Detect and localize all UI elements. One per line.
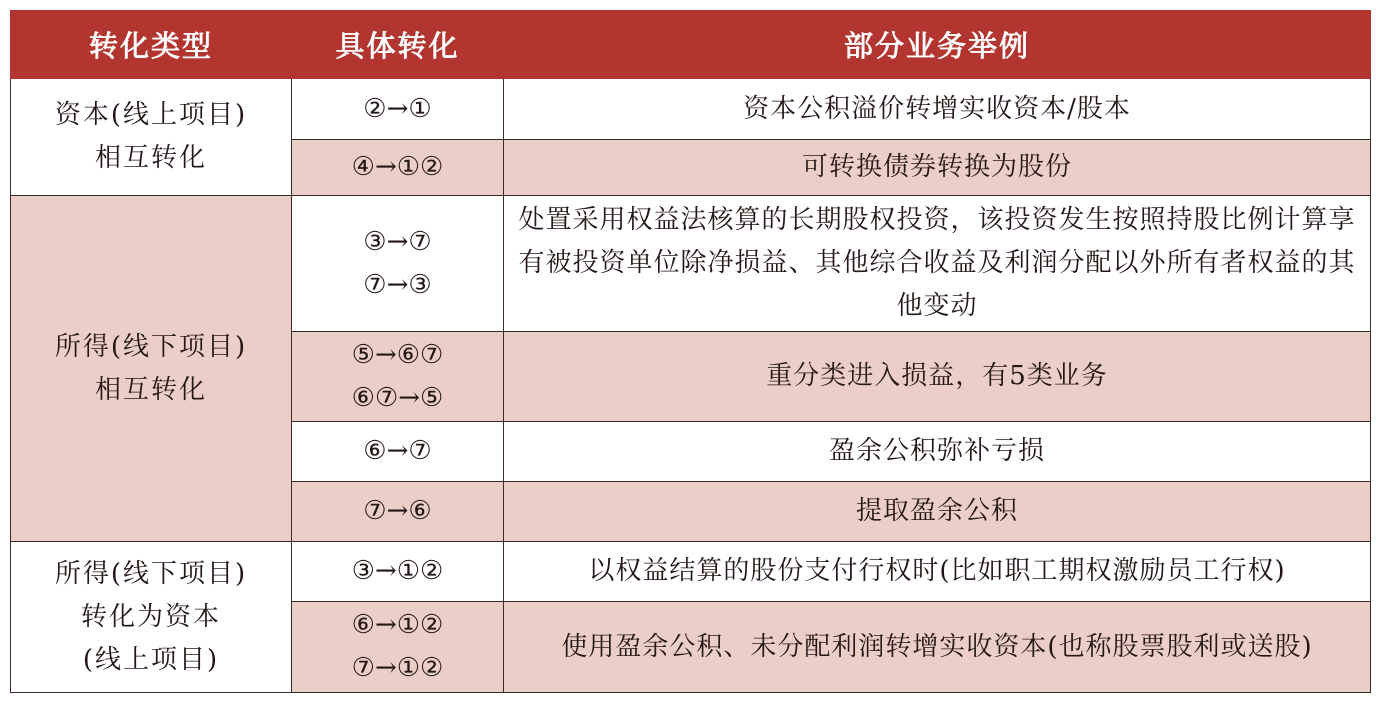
conversion-line: ③→⑦ <box>363 226 432 257</box>
type-line: 相互转化 <box>94 143 207 173</box>
type-line: (线上项目) <box>82 644 220 675</box>
conversion-table <box>10 10 1371 693</box>
header-row <box>11 11 1371 79</box>
conversion-cell <box>292 196 504 332</box>
type-cell <box>11 79 292 196</box>
conversion-line: ⑥⑦→⑤ <box>351 382 444 413</box>
table-row <box>11 79 1371 140</box>
conversion-line: ②→① <box>363 93 432 124</box>
conversion-cell <box>292 140 504 196</box>
type-line: 所得(线下项目) <box>54 331 248 362</box>
header-conversion-type: 转化类型 <box>11 11 292 79</box>
table-row <box>11 196 1371 332</box>
example-cell: 以权益结算的股份支付行权时(比如职工期权激励员工行权) <box>504 542 1371 602</box>
conversion-line: ⑥→⑦ <box>363 436 432 466</box>
example-cell: 重分类进入损益，有5类业务 <box>504 332 1371 422</box>
conversion-cell <box>292 602 504 693</box>
example-cell: 盈余公积弥补亏损 <box>504 422 1371 482</box>
header-specific-conversion: 具体转化 <box>292 11 504 79</box>
conversion-cell <box>292 332 504 422</box>
conversion-cell <box>292 542 504 602</box>
type-cell <box>11 542 292 693</box>
conversion-line: ⑦→①② <box>351 653 444 683</box>
type-line: 转化为资本 <box>80 601 221 632</box>
header-business-examples: 部分业务举例 <box>504 11 1371 79</box>
conversion-line: ⑤→⑥⑦ <box>351 339 444 370</box>
table-row <box>11 542 1371 602</box>
conversion-line: ⑥→①② <box>351 610 444 640</box>
example-cell: 资本公积溢价转增实收资本/股本 <box>504 79 1371 140</box>
type-cell <box>11 196 292 542</box>
conversion-cell <box>292 79 504 140</box>
conversion-line: ⑦→⑥ <box>363 496 432 526</box>
example-cell: 提取盈余公积 <box>504 482 1371 542</box>
conversion-cell <box>292 482 504 542</box>
conversion-line: ③→①② <box>351 556 444 586</box>
example-cell: 可转换债券转换为股份 <box>504 140 1371 196</box>
type-line: 资本(线上项目) <box>54 100 248 130</box>
example-cell: 使用盈余公积、未分配利润转增实收资本(也称股票股利或送股) <box>504 602 1371 693</box>
type-line: 相互转化 <box>94 374 207 405</box>
conversion-cell <box>292 422 504 482</box>
conversion-line: ⑦→③ <box>363 269 432 300</box>
type-line: 所得(线下项目) <box>54 558 248 589</box>
conversion-line: ④→①② <box>351 152 444 182</box>
example-cell: 处置采用权益法核算的长期股权投资，该投资发生按照持股比例计算享有被投资单位除净损益、其他综合收益及利润分配以外所有者权益的其他变动 <box>504 196 1371 332</box>
